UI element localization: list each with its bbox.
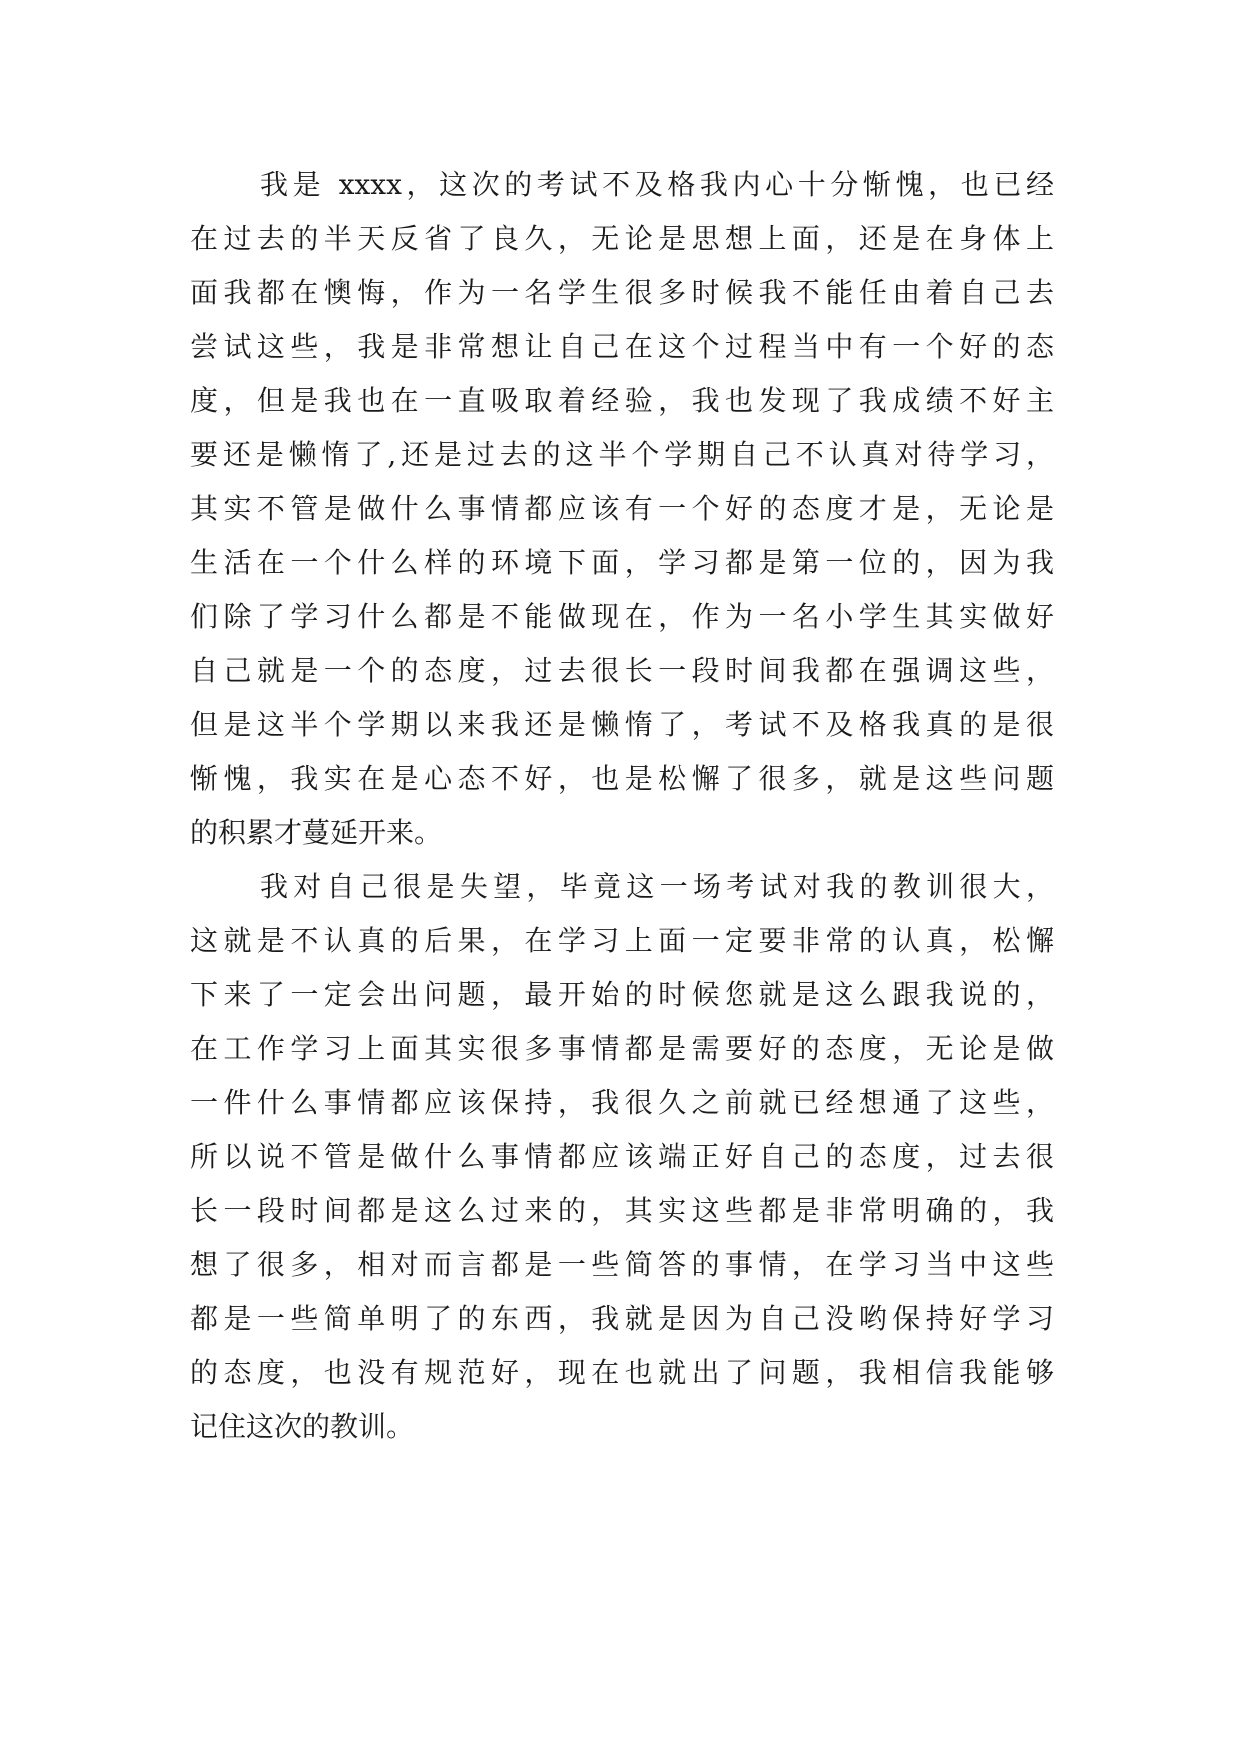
text-line: 度，但是我也在一直吸取着经验，我也发现了我成绩不好主 xyxy=(190,384,1054,417)
text-line: 的态度，也没有规范好，现在也就出了问题，我相信我能够 xyxy=(190,1356,1054,1389)
text-line: 的积累才蔓延开来。 xyxy=(190,816,443,849)
document-body xyxy=(190,158,1054,1454)
text-line: 生活在一个什么样的环境下面，学习都是第一位的，因为我 xyxy=(190,546,1054,579)
text-line: 其实不管是做什么事情都应该有一个好的态度才是，无论是 xyxy=(190,492,1054,525)
text-line: 但是这半个学期以来我还是懒惰了，考试不及格我真的是很 xyxy=(190,708,1054,741)
text-line: 下来了一定会出问题，最开始的时候您就是这么跟我说的， xyxy=(190,978,1054,1011)
text-line: 一件什么事情都应该保持，我很久之前就已经想通了这些， xyxy=(190,1086,1054,1119)
text-line: 惭愧，我实在是心态不好，也是松懈了很多，就是这些问题 xyxy=(190,762,1054,795)
text-line: 长一段时间都是这么过来的，其实这些都是非常明确的，我 xyxy=(190,1194,1054,1227)
text-line: 尝试这些，我是非常想让自己在这个过程当中有一个好的态 xyxy=(190,330,1054,363)
paragraph-2 xyxy=(190,860,1054,1454)
text-line: 都是一些简单明了的东西，我就是因为自己没哟保持好学习 xyxy=(190,1302,1054,1335)
text-line: 自己就是一个的态度，过去很长一段时间我都在强调这些， xyxy=(190,654,1054,687)
text-line: 想了很多，相对而言都是一些简答的事情，在学习当中这些 xyxy=(190,1248,1054,1281)
text-line: 记住这次的教训。 xyxy=(190,1410,415,1443)
text-line: 我是 xxxx，这次的考试不及格我内心十分惭愧，也已经 xyxy=(260,168,1054,201)
text-line: 所以说不管是做什么事情都应该端正好自己的态度，过去很 xyxy=(190,1140,1054,1173)
paragraph-1 xyxy=(190,158,1054,860)
text-line: 要还是懒惰了,还是过去的这半个学期自己不认真对待学习， xyxy=(190,438,1054,471)
text-line: 在工作学习上面其实很多事情都是需要好的态度，无论是做 xyxy=(190,1032,1054,1065)
text-line: 我对自己很是失望，毕竟这一场考试对我的教训很大， xyxy=(260,870,1054,903)
text-line: 面我都在懊悔，作为一名学生很多时候我不能任由着自己去 xyxy=(190,276,1054,309)
text-line: 这就是不认真的后果，在学习上面一定要非常的认真，松懈 xyxy=(190,924,1054,957)
text-line: 们除了学习什么都是不能做现在，作为一名小学生其实做好 xyxy=(190,600,1054,633)
text-line: 在过去的半天反省了良久，无论是思想上面，还是在身体上 xyxy=(190,222,1054,255)
